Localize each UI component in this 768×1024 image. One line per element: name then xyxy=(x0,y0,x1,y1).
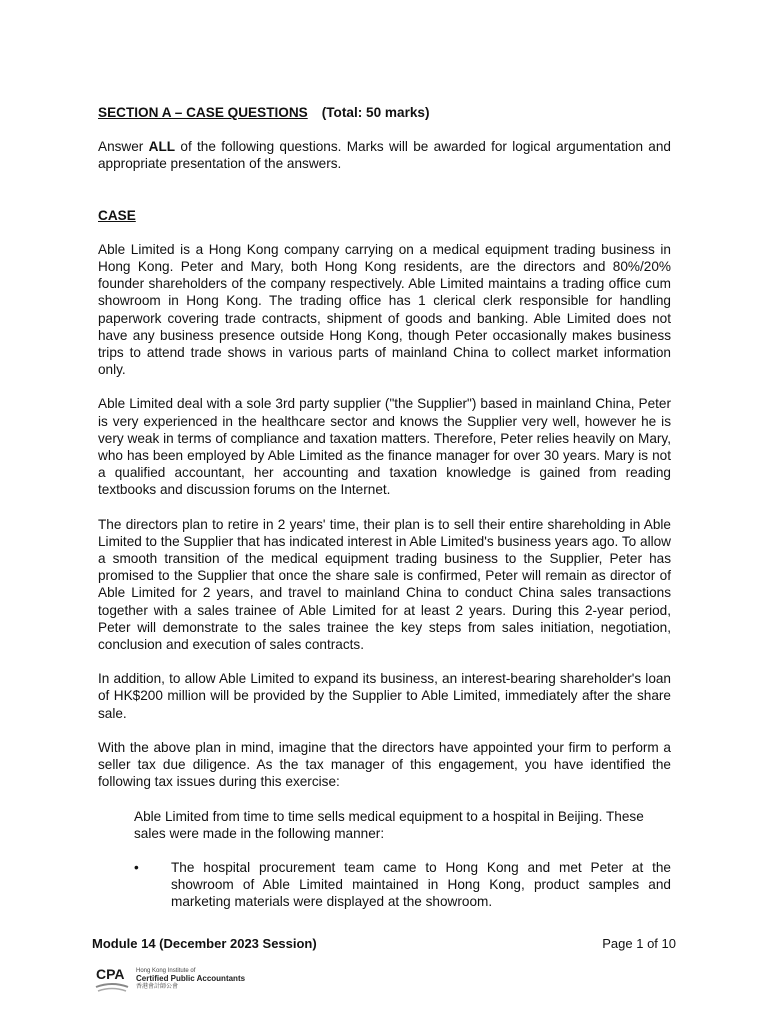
case-paragraph-5: With the above plan in mind, imagine that the directors have appointed your firm to perform a seller tax due diligence. As the tax manager of this engagement, you have identified the following tax issues during this exercise: xyxy=(98,739,671,790)
instructions: Answer ALL of the following questions. Marks will be awarded for logical argumentation and appropriate presentation of the answers. xyxy=(98,139,671,172)
page-footer xyxy=(92,936,676,951)
case-paragraph-4: In addition, to allow Able Limited to expand its business, an interest-bearing shareholder's loan of HK$200 million will be provided by the Supplier to Able Limited, immediately after the share sale. xyxy=(98,671,671,721)
bullet-item xyxy=(134,859,671,911)
section-heading xyxy=(98,104,671,121)
case-paragraph-2: Able Limited deal with a sole 3rd party supplier ("the Supplier") based in mainland China, Peter is very experienced in the healthcare sector and knows the Supplier very well, however he is very weak in terms of compliance and taxation matters. Therefore, Peter relies heavily on Mary, who has been employed by Able Limited as the finance manager for over 30 years. Mary is not a qualified accountant, her accounting and taxation knowledge is gained from reading textbooks and discussion forums on the Internet. xyxy=(98,396,671,498)
bullet-icon: • xyxy=(134,859,139,875)
svg-text:CPA: CPA xyxy=(96,966,125,982)
logo-text: Hong Kong Institute of Certified Public Accountants 香港會計師公會 xyxy=(136,968,246,990)
section-total: (Total: 50 marks) xyxy=(321,105,430,120)
module-label: Module 14 (December 2023 Session) xyxy=(92,936,317,951)
page-number: Page 1 of 10 xyxy=(602,936,676,951)
section-title: SECTION A – CASE QUESTIONS xyxy=(98,105,308,120)
indented-paragraph: Able Limited from time to time sells medical equipment to a hospital in Beijing. These sales were made in the following manner: xyxy=(134,808,644,841)
hkicpa-logo xyxy=(94,962,254,996)
case-paragraph-1: Able Limited is a Hong Kong company carrying on a medical equipment trading business in Hong Kong. Peter and Mary, both Hong Kong residents, are the directors and 80%/20% founder shareholders of the company respectively. Able Limited maintains a trading office cum showroom in Hong Kong. The trading office has 1 clerical clerk responsible for handling paperwork covering trade contracts, shipment of goods and banking. Able Limited does not have any business presence outside Hong Kong, though Peter occasionally makes business trips to attend trade shows in various parts of mainland China to collect market information only. xyxy=(98,241,671,378)
case-heading: CASE xyxy=(98,207,136,223)
bullet-text: The hospital procurement team came to Hong Kong and met Peter at the showroom of Able Limited maintained in Hong Kong, product samples and marketing materials were displayed at the showroom. xyxy=(171,859,671,910)
page-content xyxy=(98,104,671,911)
case-paragraph-3: The directors plan to retire in 2 years' time, their plan is to sell their entire shareholding in Able Limited to the Supplier that has indicated interest in Able Limited's business years ago. To allow a smooth transition of the medical equipment trading business to the Supplier, Peter has promised to the Supplier that once the share sale is confirmed, Peter will remain as director of Able Limited for 2 years, and travel to mainland China to conduct China sales transactions together with a sales trainee of Able Limited for at least 2 years. During this 2-year period, Peter will demonstrate to the sales trainee the key steps from sales initiation, negotiation, conclusion and execution of sales contracts. xyxy=(98,516,671,653)
cpa-logo-icon xyxy=(94,963,130,995)
